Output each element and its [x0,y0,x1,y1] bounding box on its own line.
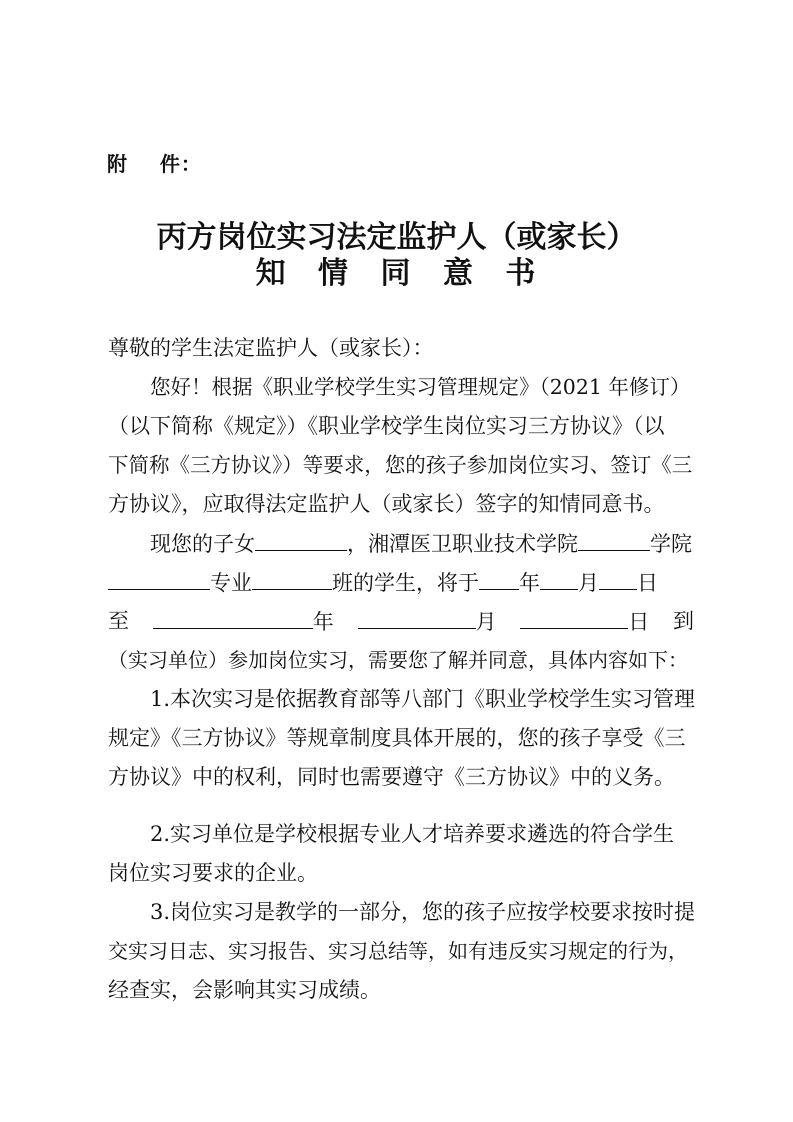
child-name-blank[interactable] [255,528,347,551]
student-info-line-3 [108,606,694,637]
item-2-line-2: 岗位实习要求的企业。 [108,861,318,885]
intro-text-2: （以下简称《规定》）《职业学校学生岗位实习三方协议》（以 [108,414,665,438]
class-blank[interactable] [252,567,332,590]
end-year-label: 年 [312,610,334,634]
start-year-blank[interactable] [479,567,519,590]
start-month-label: 月 [578,571,599,595]
start-month-blank[interactable] [540,567,578,590]
item-1-text-2: 规定》《三方协议》等规章制度具体开展的，您的孩子享受《三 [108,726,686,750]
student-info-text-a: 现您的子女 [150,532,255,556]
intro-line-3 [108,450,694,480]
item-1-text-1: 1.本次实习是依据教育部等八部门《职业学校学生实习管理 [150,687,696,711]
intro-line-1 [150,372,694,402]
item-2-text-1: 2.实习单位是学校根据专业人才培养要求遴选的符合学生 [150,822,675,846]
end-year-blank[interactable] [153,606,313,629]
attachment-label: 附 件： [107,152,202,176]
item-3-line-3: 经查实，会影响其实习成绩。 [108,978,381,1002]
college-blank[interactable] [578,528,650,551]
end-month-blank[interactable] [358,606,476,629]
salutation: 尊敬的学生法定监护人（或家长）： [108,336,434,360]
start-year-label: 年 [519,571,540,595]
item-3-line-2 [108,936,694,966]
intro-line-2 [108,411,694,441]
end-day-blank[interactable] [520,606,628,629]
arrive-label: 到 [673,609,694,633]
start-day-blank[interactable] [599,567,637,590]
item-3-text-1: 3.岗位实习是教学的一部分，您的孩子应按学校要求按时提 [150,900,696,924]
intro-text-3: 下简称《三方协议》）等要求，您的孩子参加岗位实习、签订《三 [108,453,693,477]
item-1-line-2 [108,723,694,753]
student-info-line-4: （实习单位）参加岗位实习，需要您了解并同意，具体内容如下： [108,648,688,672]
intro-line-4: 方协议》，应取得法定监护人（或家长）签字的知情同意书。 [108,492,665,516]
student-info-text-c: 学院 [650,532,692,556]
item-3-line-1 [150,897,694,927]
intro-text-1: 您好！根据《职业学校学生实习管理规定》（2021 年修订） [150,375,691,399]
major-blank[interactable] [108,567,210,590]
item-2-line-1 [150,819,694,849]
student-info-text-b: ，湘潭医卫职业技术学院 [347,532,578,556]
major-label: 专业 [210,571,252,595]
document-title: 丙方岗位实习法定监护人（或家长） [156,220,637,255]
end-day-label: 日 [628,610,650,634]
item-1-line-1 [150,684,694,714]
student-info-line-1 [150,528,694,559]
student-info-line-2 [108,567,694,598]
document-subtitle: 知 情 同 意 书 [255,256,538,291]
item-1-line-3: 方协议》中的权利，同时也需要遵守《三方协议》中的义务。 [108,765,675,789]
item-3-text-2: 交实习日志、实习报告、实习总结等，如有违反实习规定的行为， [108,939,688,963]
end-month-label: 月 [475,610,497,634]
to-label: 至 [108,609,129,633]
class-text: 班的学生，将于 [332,571,479,595]
start-day-label: 日 [637,571,658,595]
